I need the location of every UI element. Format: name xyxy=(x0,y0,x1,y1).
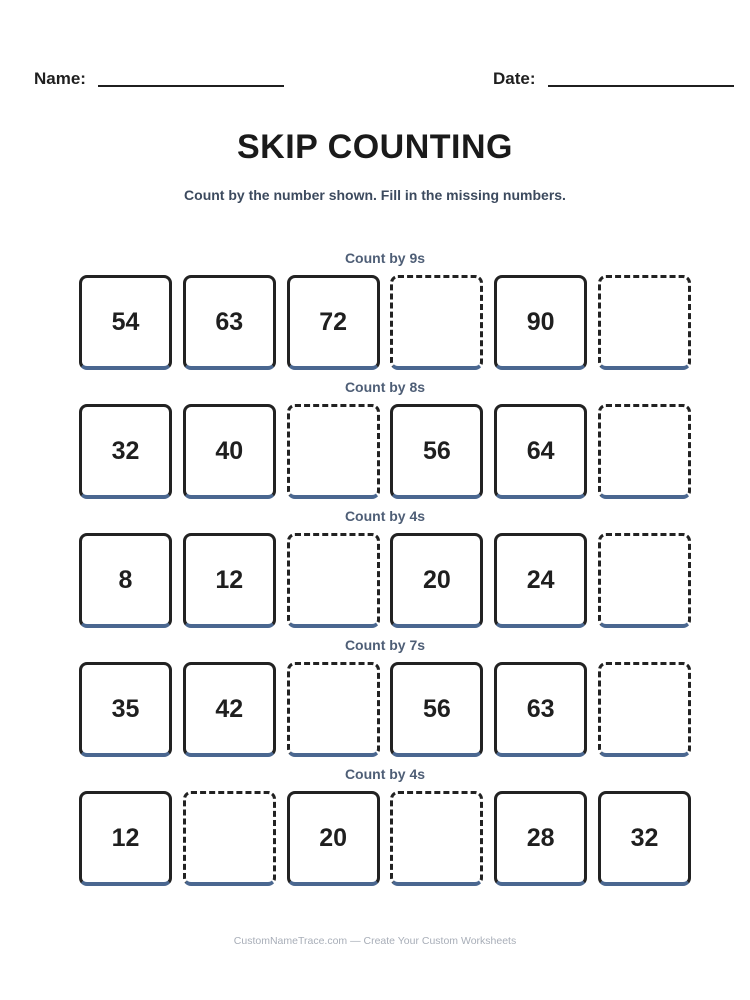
number-box: 40 xyxy=(183,404,276,499)
blank-answer-box[interactable] xyxy=(287,404,380,499)
number-box: 72 xyxy=(287,275,380,370)
date-label: Date: xyxy=(493,69,536,88)
row-label: Count by 7s xyxy=(344,637,426,653)
blank-answer-box[interactable] xyxy=(598,404,691,499)
number-box: 56 xyxy=(390,404,483,499)
number-box: 56 xyxy=(390,662,483,757)
name-write-line[interactable] xyxy=(98,85,284,87)
blank-answer-box[interactable] xyxy=(287,533,380,628)
number-row xyxy=(79,275,691,370)
number-box: 63 xyxy=(183,275,276,370)
number-box: 35 xyxy=(79,662,172,757)
number-box: 24 xyxy=(494,533,587,628)
number-box: 63 xyxy=(494,662,587,757)
number-box: 90 xyxy=(494,275,587,370)
number-box: 54 xyxy=(79,275,172,370)
number-box: 12 xyxy=(183,533,276,628)
number-row xyxy=(79,404,691,499)
blank-answer-box[interactable] xyxy=(390,791,483,886)
blank-answer-box[interactable] xyxy=(183,791,276,886)
number-row xyxy=(79,533,691,628)
row-label: Count by 9s xyxy=(344,250,426,266)
blank-answer-box[interactable] xyxy=(598,533,691,628)
blank-answer-box[interactable] xyxy=(390,275,483,370)
worksheet-header xyxy=(34,70,736,100)
number-row xyxy=(79,791,691,886)
skip-count-rows xyxy=(79,248,691,893)
number-box: 32 xyxy=(598,791,691,886)
number-box: 12 xyxy=(79,791,172,886)
date-write-line[interactable] xyxy=(548,85,734,87)
name-label: Name: xyxy=(34,69,86,88)
date-field xyxy=(493,70,734,93)
number-row xyxy=(79,662,691,757)
row-label: Count by 8s xyxy=(344,379,426,395)
row-label: Count by 4s xyxy=(344,766,426,782)
number-box: 28 xyxy=(494,791,587,886)
page-title: SKIP COUNTING xyxy=(236,128,513,166)
number-box: 32 xyxy=(79,404,172,499)
footer-credit: CustomNameTrace.com — Create Your Custom Worksheets xyxy=(233,935,517,947)
name-field xyxy=(34,70,284,93)
blank-answer-box[interactable] xyxy=(287,662,380,757)
number-box: 64 xyxy=(494,404,587,499)
row-label: Count by 4s xyxy=(344,508,426,524)
blank-answer-box[interactable] xyxy=(598,662,691,757)
blank-answer-box[interactable] xyxy=(598,275,691,370)
number-box: 20 xyxy=(390,533,483,628)
number-box: 20 xyxy=(287,791,380,886)
number-box: 8 xyxy=(79,533,172,628)
number-box: 42 xyxy=(183,662,276,757)
instructions: Count by the number shown. Fill in the missing numbers. xyxy=(184,187,566,203)
